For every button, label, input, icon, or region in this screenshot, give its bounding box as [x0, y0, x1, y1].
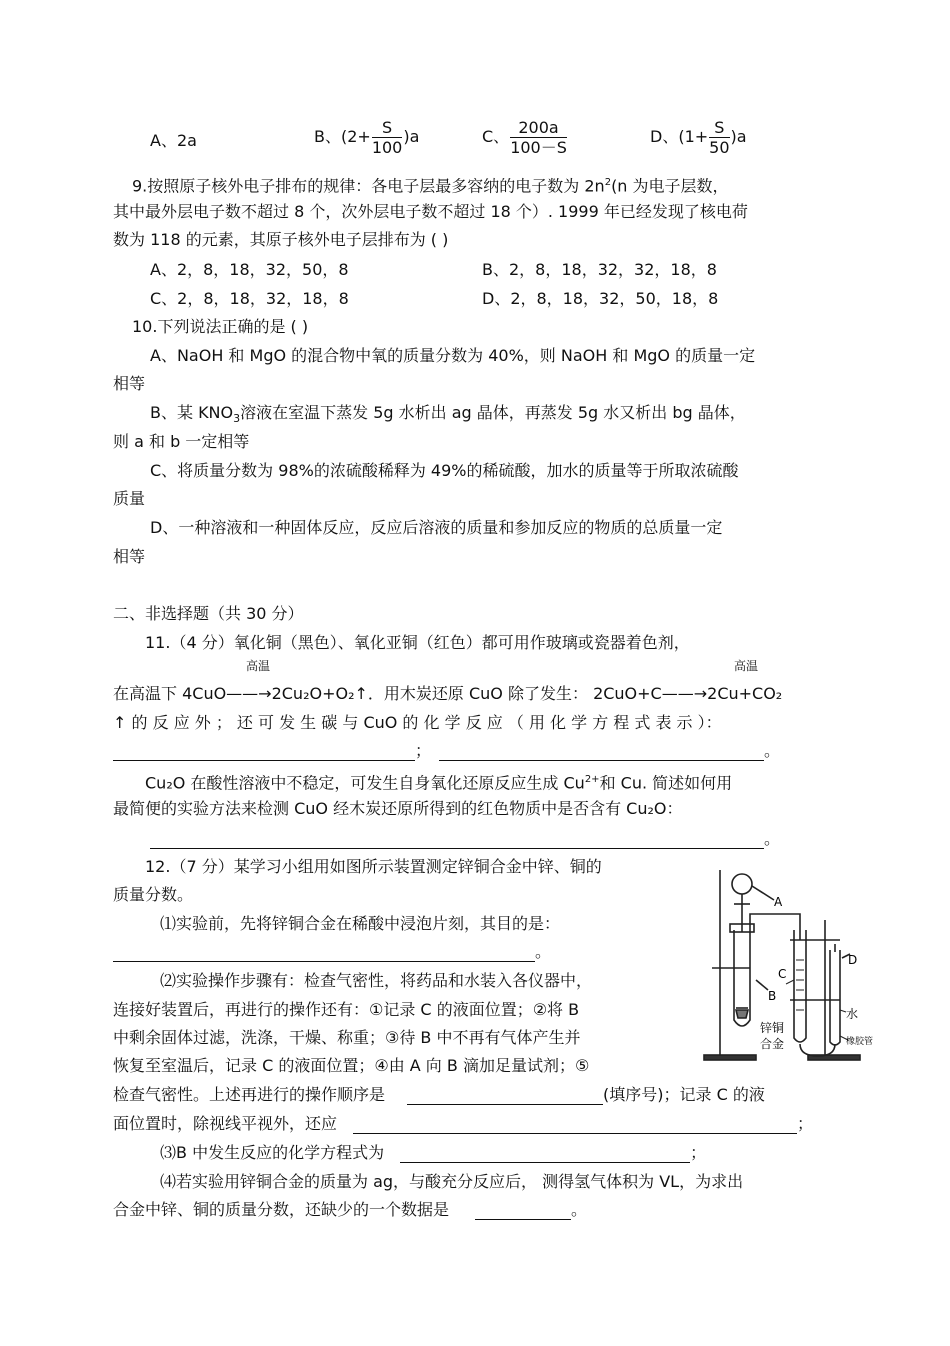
- q10-option-a-line1: A、NaOH 和 MgO 的混合物中氧的质量分数为 40%，则 NaOH 和 MgO 的质量一定: [150, 346, 756, 365]
- q12-part2-line6: 面位置时，除视线平视外，还应 ；: [113, 1114, 814, 1133]
- q10-option-d-line2: 相等: [113, 547, 146, 566]
- q12-part2-line3: 中剩余固体过滤，洗涤，干燥、称重；③待 B 中不再有气体产生并: [113, 1028, 581, 1047]
- label-alloy-1: 锌铜: [760, 1021, 785, 1035]
- apparatus-figure: [690, 860, 874, 1065]
- answer-blank[interactable]: [113, 744, 415, 761]
- q11-line2: 在高温下 4CuO——→2Cu₂O+O₂↑．用木炭还原 CuO 除了发生： 2CuO+C——→2Cu+CO₂: [113, 684, 783, 703]
- label-b: B: [768, 989, 777, 1003]
- q8-option-d: D、(1+ $\frac{S}{50}$ )a: [650, 118, 747, 157]
- q9-option-d: D、2，8，18，32，50，18，8: [482, 289, 719, 308]
- q12-part2-line5: 检查气密性。上述再进行的操作顺序是 (填序号)；记录 C 的液: [113, 1085, 765, 1104]
- reaction-condition: 高温: [734, 659, 759, 673]
- q9-line3: 数为 118 的元素，其原子核外电子层排布为 ( ): [113, 230, 449, 249]
- q9-option-a: A、2，8，18，32，50，8: [150, 260, 349, 279]
- label-water: 水: [846, 1007, 859, 1021]
- q9-option-b: B、2，8，18，32，32，18，8: [482, 260, 717, 279]
- q8-option-b: B、(2+ $\frac{S}{100}$ )a: [314, 118, 420, 157]
- reaction-condition: 高温: [246, 659, 271, 673]
- q11-line4: Cu₂O 在酸性溶液中不稳定，可发生自身氧化还原反应生成 $Cu^{2+}$和 Cu. 简述如何用: [145, 773, 733, 793]
- answer-blank[interactable]: [113, 945, 535, 962]
- q11-line5: 最简便的实验方法来检测 CuO 经木炭还原所得到的红色物质中是否含有 Cu₂O：: [113, 799, 683, 818]
- label-alloy-2: 合金: [760, 1037, 785, 1051]
- q9-line1: 9.按照原子核外电子排布的规律：各电子层最多容纳的电子数为 $2n^2(n$ 为电子层数，: [132, 176, 729, 196]
- fraction: $\frac{200a}{100-S}$: [510, 118, 567, 157]
- q12-part1-answer: 。: [113, 942, 551, 962]
- fraction: $\frac{S}{50}$: [709, 118, 730, 157]
- q12-part1: ⑴实验前，先将锌铜合金在稀酸中浸泡片刻，其目的是：: [160, 914, 561, 933]
- q12-part2-line2: 连接好装置后，再进行的操作还有：①记录 C 的液面位置；②将 B: [113, 1000, 580, 1019]
- answer-blank[interactable]: [150, 832, 764, 849]
- answer-blank[interactable]: [475, 1203, 571, 1220]
- answer-blank[interactable]: [353, 1117, 797, 1134]
- fraction: $\frac{S}{100}$: [371, 118, 403, 157]
- q9-line2: 其中最外层电子数不超过 8 个，次外层电子数不超过 18 个）. 1999 年已经发现了核电荷: [113, 202, 748, 221]
- answer-blank[interactable]: [407, 1088, 603, 1105]
- q10-option-a-line2: 相等: [113, 374, 146, 393]
- q8-option-a: A、2a: [150, 131, 197, 150]
- q10-option-b-line2: 则 a 和 b 一定相等: [113, 432, 250, 451]
- q9-option-c: C、2，8，18，32，18，8: [150, 289, 349, 308]
- q11-answer-line: ； 。: [113, 741, 780, 761]
- answer-blank[interactable]: [400, 1146, 690, 1163]
- q11-answer-line2: 。: [150, 829, 780, 849]
- label-a: A: [774, 895, 783, 909]
- section-heading: 二、非选择题（共 30 分）: [113, 604, 304, 623]
- q12-part3: ⑶B 中发生反应的化学方程式为 ；: [160, 1143, 707, 1162]
- label-d: D: [848, 953, 858, 967]
- q12-part2-line1: ⑵实验操作步骤有：检查气密性，将药品和水装入各仪器中，: [160, 971, 593, 990]
- q11-line3: ↑ 的 反 应 外 ； 还 可 发 生 碳 与 CuO 的 化 学 反 应 （ 用 化 学 方 程 式 表 示 ）：: [113, 713, 722, 732]
- q8-option-c: C、 $\frac{200a}{100-S}$: [482, 118, 567, 157]
- q11-line1: 11.（4 分）氧化铜（黑色）、氧化亚铜（红色）都可用作玻璃或瓷器着色剂，: [145, 633, 690, 652]
- q12-line1: 12.（7 分）某学习小组用如图所示装置测定锌铜合金中锌、铜的: [145, 857, 602, 876]
- q10-option-c-line2: 质量: [113, 489, 146, 508]
- q10-option-b-line1: B、某 $KNO_3$溶液在室温下蒸发 5g 水析出 ag 晶体，再蒸发 5g 水又析出 bg 晶体，: [150, 403, 746, 426]
- q12-part2-line4: 恢复至室温后，记录 C 的液面位置；④由 A 向 B 滴加足量试剂；⑤: [113, 1056, 590, 1075]
- q12-line2: 质量分数。: [113, 885, 194, 904]
- q12-part4-line2: 合金中锌、铜的质量分数，还缺少的一个数据是 。: [113, 1200, 588, 1219]
- label-rubber-tube: 橡胶管: [846, 1037, 874, 1047]
- q10-option-d-line1: D、一种溶液和一种固体反应，反应后溶液的质量和参加反应的物质的总质量一定: [150, 518, 723, 537]
- q12-part4-line1: ⑷若实验用锌铜合金的质量为 ag，与酸充分反应后， 测得氢气体积为 VL，为求出: [160, 1172, 744, 1191]
- q10-stem: 10.下列说法正确的是 ( ): [132, 317, 309, 336]
- answer-blank[interactable]: [439, 744, 764, 761]
- q10-option-c-line1: C、将质量分数为 98%的浓硫酸稀释为 49%的稀硫酸，加水的质量等于所取浓硫酸: [150, 461, 739, 480]
- label-c: C: [778, 967, 787, 981]
